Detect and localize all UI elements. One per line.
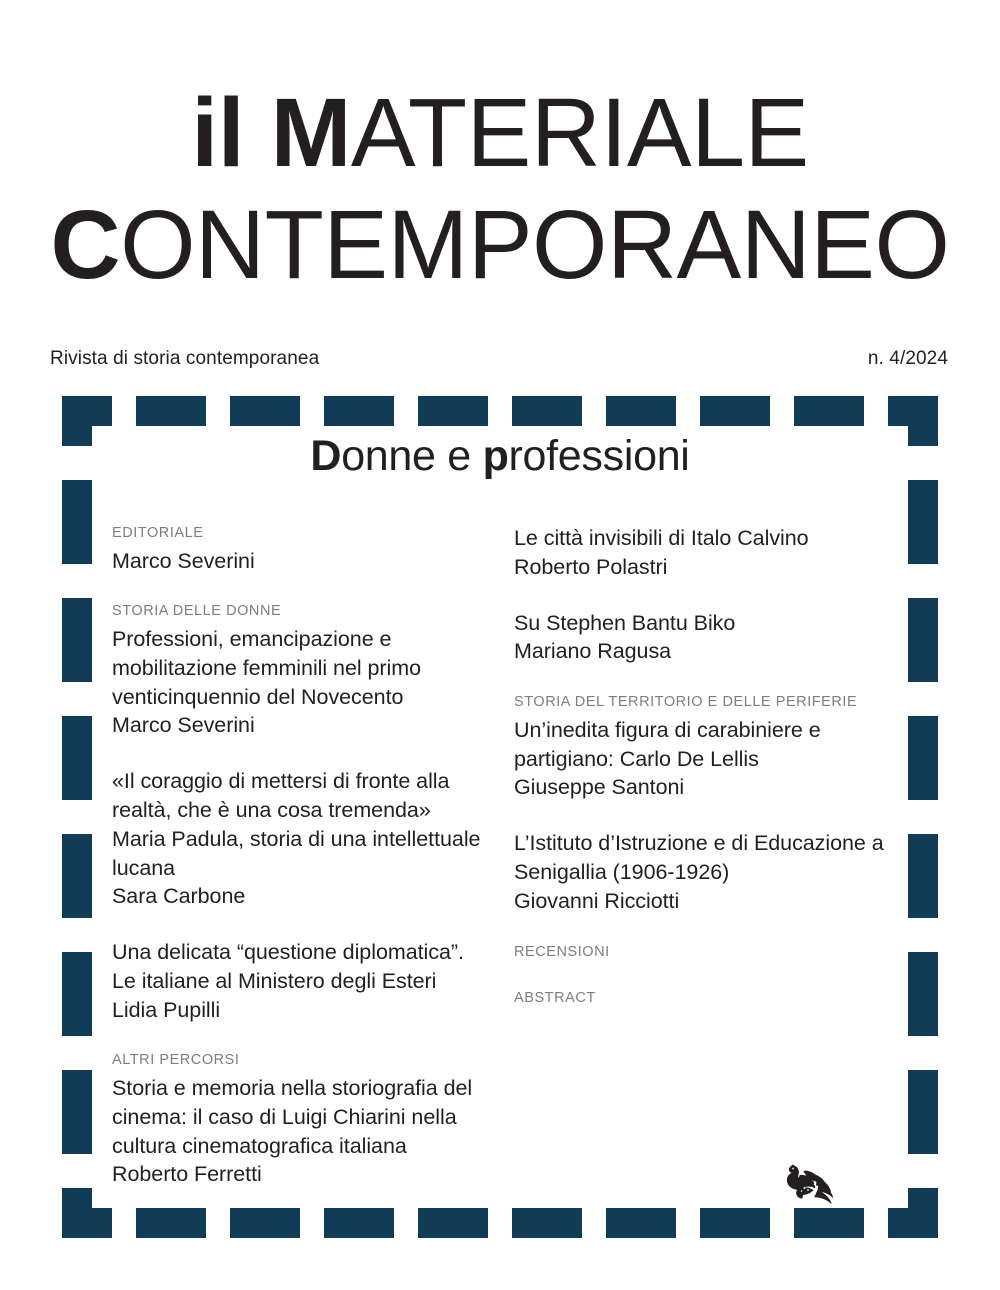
toc-entry-title: Le città invisibili di Italo Calvino xyxy=(514,526,809,550)
issue-theme-title-rofessioni: rofessioni xyxy=(508,432,690,480)
frame-dash-top-0 xyxy=(136,396,206,426)
frame-corner-top-right-h xyxy=(888,396,938,426)
frame-dash-right-3 xyxy=(908,834,938,918)
frame-dash-left-5 xyxy=(62,1070,92,1154)
pegasus-icon xyxy=(787,1165,834,1205)
toc-entry[interactable] xyxy=(514,693,902,802)
journal-title-line-2 xyxy=(0,190,1000,299)
publisher-logo xyxy=(778,1154,840,1210)
frame-dash-bottom-7 xyxy=(794,1208,864,1238)
frame-dash-bottom-0 xyxy=(136,1208,206,1238)
toc-entry[interactable] xyxy=(112,1051,485,1189)
frame-corner-bottom-left-h xyxy=(62,1208,112,1238)
frame-corner-bottom-right-h xyxy=(888,1208,938,1238)
toc-entry-author: Marco Severini xyxy=(112,713,255,738)
frame-dash-top-6 xyxy=(700,396,770,426)
toc-entry-title: L’Istituto d’Istruzione e di Educazione a Senigallia (1906-1926) xyxy=(514,831,884,884)
table-of-contents xyxy=(112,524,902,1189)
frame-dash-top-3 xyxy=(418,396,488,426)
toc-entry-author: Lidia Pupilli xyxy=(112,997,221,1022)
toc-entry-author: Roberto Ferretti xyxy=(112,1162,262,1187)
toc-entry[interactable] xyxy=(514,943,902,963)
frame-dash-bottom-2 xyxy=(324,1208,394,1238)
toc-left-column xyxy=(112,524,507,1189)
frame-dash-bottom-3 xyxy=(418,1208,488,1238)
toc-entry[interactable] xyxy=(112,524,485,575)
frame-corner-bottom-right-v xyxy=(908,1188,938,1238)
toc-entry-title: Storia e memoria nella storiografia del cinema: il caso di Luigi Chiarini nella cultura cinematografica italiana xyxy=(112,1076,473,1158)
frame-dash-left-0 xyxy=(62,480,92,564)
frame-dash-left-3 xyxy=(62,834,92,918)
journal-title-line-1 xyxy=(0,78,1000,187)
frame-dash-top-7 xyxy=(794,396,864,426)
issue-theme-title-p: p xyxy=(482,432,509,480)
frame-dash-top-2 xyxy=(324,396,394,426)
frame-dash-bottom-6 xyxy=(700,1208,770,1238)
toc-section-label: STORIA DELLE DONNE xyxy=(112,603,282,620)
toc-entry[interactable] xyxy=(112,938,485,1024)
masthead-subtitle-row xyxy=(50,348,948,370)
frame-dash-left-1 xyxy=(62,598,92,682)
toc-entry[interactable] xyxy=(514,989,902,1009)
frame-dash-right-5 xyxy=(908,1070,938,1154)
toc-section-label: STORIA DEL TERRITORIO E DELLE PERIFERIE xyxy=(514,694,858,711)
toc-entry-author: Mariano Ragusa xyxy=(514,639,672,664)
frame-dash-right-2 xyxy=(908,716,938,800)
issue-number: n. 4/2024 xyxy=(867,348,948,369)
frame-dash-top-5 xyxy=(606,396,676,426)
frame-dash-right-1 xyxy=(908,598,938,682)
toc-entry[interactable] xyxy=(514,609,902,667)
masthead xyxy=(0,0,1000,385)
toc-entry-title: Professioni, emancipazione e mobilitazione femminili nel primo venticinquennio del Novecento xyxy=(112,626,422,709)
toc-entry-author: Roberto Polastri xyxy=(514,554,668,579)
toc-entry-title: Un’inedita figura di carabiniere e partigiano: Carlo De Lellis xyxy=(514,717,821,771)
toc-section-label: ABSTRACT xyxy=(514,990,596,1007)
frame-corner-bottom-left-v xyxy=(62,1188,92,1238)
toc-section-label: RECENSIONI xyxy=(514,943,610,960)
toc-entry-author: Giuseppe Santoni xyxy=(514,775,685,800)
toc-entry[interactable] xyxy=(112,767,485,911)
frame-dash-bottom-1 xyxy=(230,1208,300,1238)
journal-title-line-2-emphasis: C xyxy=(50,190,121,299)
frame-dash-bottom-5 xyxy=(606,1208,676,1238)
frame-dash-right-4 xyxy=(908,952,938,1036)
journal-title-line-1-rest: ATERIALE xyxy=(350,78,809,187)
frame-dash-bottom-4 xyxy=(512,1208,582,1238)
frame-dash-top-4 xyxy=(512,396,582,426)
issue-theme-title xyxy=(62,432,938,481)
issue-theme-title-d: D xyxy=(310,432,342,480)
toc-section-label: ALTRI PERCORSI xyxy=(112,1052,240,1069)
journal-subtitle: Rivista di storia contemporanea xyxy=(50,348,320,369)
toc-entry-author: Marco Severini xyxy=(112,548,255,573)
toc-entry-title: Su Stephen Bantu Biko xyxy=(514,610,736,635)
toc-entry-author: Giovanni Ricciotti xyxy=(514,888,680,913)
toc-entry[interactable] xyxy=(514,524,902,582)
journal-title-line-2-rest: ONTEMPORANEO xyxy=(120,190,950,299)
toc-entry[interactable] xyxy=(514,829,902,915)
toc-right-column xyxy=(507,524,902,1189)
toc-entry-title: Una delicata “questione diplomatica”. Le italiane al Ministero degli Esteri xyxy=(112,940,464,993)
frame-corner-top-left-h xyxy=(62,396,112,426)
frame-dash-right-0 xyxy=(908,480,938,564)
issue-theme-title-onne-e: onne e xyxy=(341,432,483,480)
frame-dash-top-1 xyxy=(230,396,300,426)
toc-entry[interactable] xyxy=(112,602,485,740)
frame-dash-left-4 xyxy=(62,952,92,1036)
toc-entry-title: «Il coraggio di mettersi di fronte alla realtà, che è una cosa tremenda» Maria Padula, storia di una intellettuale lucana xyxy=(112,769,481,880)
journal-title-line-1-emphasis: il M xyxy=(191,78,351,187)
frame-dash-left-2 xyxy=(62,716,92,800)
toc-entry-author: Sara Carbone xyxy=(112,884,246,909)
toc-section-label: EDITORIALE xyxy=(112,525,204,541)
